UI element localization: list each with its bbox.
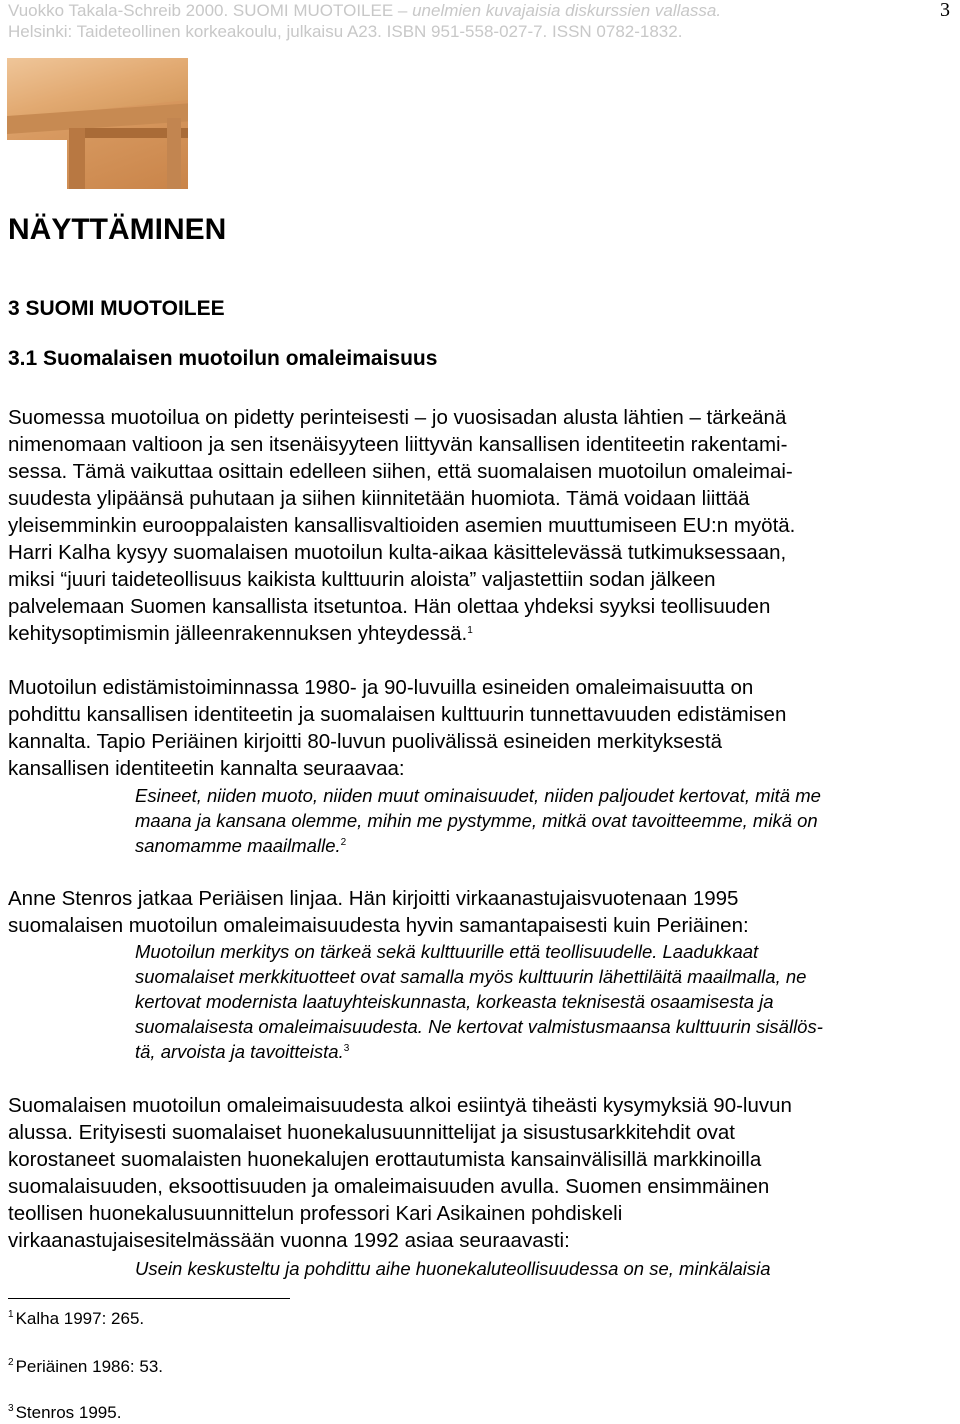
- chair-leg: [69, 128, 85, 189]
- quote-line: Esineet, niiden muoto, niiden muut ominaisuudet, niiden paljoudet kertovat, mitä me: [135, 785, 821, 806]
- paragraph-line: Suomessa muotoilua on pidetty perinteisesti – jo vuosisadan alusta lähtien – tärkeänä: [8, 406, 787, 429]
- footnote-number: 1: [8, 1309, 14, 1320]
- paragraph-2: [8, 674, 953, 782]
- footnote-number: 3: [8, 1403, 14, 1414]
- section-heading: 3.1 Suomalaisen muotoilun omaleimaisuus: [8, 347, 438, 370]
- paragraph-line: [8, 620, 953, 647]
- paragraph-3: [8, 885, 953, 939]
- chair-photo: [7, 58, 188, 189]
- quote-line: Muotoilun merkitys on tärkeä sekä kulttuurille että teollisuudelle. Laadukkaat: [135, 941, 759, 962]
- photo-background: [7, 140, 67, 189]
- paragraph-line: kannalta. Tapio Periäinen kirjoitti 80-luvun puolivälissä esineiden merkityksestä: [8, 730, 723, 753]
- quote-line: Usein keskusteltu ja pohdittu aihe huonekaluteollisuudessa on se, minkälaisia: [135, 1258, 771, 1279]
- header-line-2: Helsinki: Taideteollinen korkeakoulu, julkaisu A23. ISBN 951-558-027-7. ISSN 0782-1832.: [8, 22, 683, 41]
- paragraph-line: suomalaisen muotoilun omaleimaisuudesta hyvin samantapaisesti kuin Periäinen:: [8, 914, 749, 937]
- paragraph-line: suudesta ylipäänsä puhutaan ja siihen kiinnitetään huomiota. Tämä voidaan liittää: [8, 487, 750, 510]
- paragraph-line: Muotoilun edistämistoiminnassa 1980- ja 90-luvuilla esineiden omaleimaisuutta on: [8, 676, 754, 699]
- quote-line-text: tä, arvoista ja tavoitteista.: [135, 1041, 344, 1062]
- header-citation: Vuokko Takala-Schreib 2000. SUOMI MUOTOILEE –: [8, 1, 413, 20]
- paragraph-4: [8, 1092, 953, 1254]
- quote-line: [135, 833, 955, 858]
- page-number: 3: [940, 0, 950, 21]
- paragraph-1: [8, 404, 953, 647]
- block-quote-2: [135, 939, 955, 1064]
- quote-line-text: sanomamme maailmalle.: [135, 835, 341, 856]
- paragraph-line: virkaanastujaisesitelmässään vuonna 1992 asiaa seuraavasti:: [8, 1229, 570, 1252]
- paragraph-line: sessa. Tämä vaikuttaa osittain edelleen siihen, että suomalaisen muotoilun omaleimai-: [8, 460, 793, 483]
- quote-line: suomalaisesta omaleimaisuudesta. Ne kertovat valmistusmaansa kulttuurin sisällös-: [135, 1016, 823, 1037]
- chapter-heading: 3 SUOMI MUOTOILEE: [8, 297, 225, 320]
- header-subtitle: unelmien kuvajaisia diskurssien vallassa.: [412, 1, 722, 20]
- footnote-ref-2[interactable]: 2: [340, 837, 347, 848]
- block-quote-1: [135, 783, 955, 858]
- quote-line: [135, 1039, 955, 1064]
- footnote-text: Stenros 1995.: [15, 1403, 122, 1422]
- paragraph-line-text: kehitysoptimismin jälleenrakennuksen yhteydessä.: [8, 622, 468, 645]
- block-quote-3: [135, 1256, 955, 1281]
- footnote-text: Kalha 1997: 265.: [15, 1309, 145, 1328]
- paragraph-line: palvelemaan Suomen kansallista itsetuntoa. Hän olettaa yhdeksi syyksi teollisuuden: [8, 595, 771, 618]
- quote-line: maana ja kansana olemme, mihin me pystymme, mitkä ovat tavoitteemme, mikä on: [135, 810, 818, 831]
- paragraph-line: nimenomaan valtioon ja sen itsenäisyyteen liittyvän kansallisen identiteetin rakentami-: [8, 433, 788, 456]
- paragraph-line: yleisemminkin eurooppalaisten kansallisvaltioiden asemien muuttumiseen EU:n myötä.: [8, 514, 796, 537]
- paragraph-line: Suomalaisen muotoilun omaleimaisuudesta alkoi esiintyä tiheästi kysymyksiä 90-luvun: [8, 1094, 792, 1117]
- footnote-ref-3[interactable]: 3: [343, 1043, 350, 1054]
- paragraph-line: alussa. Erityisesti suomalaiset huonekalusuunnittelijat ja sisustusarkkitehdit ovat: [8, 1121, 735, 1144]
- header-line-1: [8, 0, 908, 21]
- paragraph-line: kansallisen identiteetin kannalta seuraavaa:: [8, 757, 405, 780]
- paragraph-line: pohdittu kansallisen identiteetin ja suomalaisen kulttuurin tunnettavuuden edistämisen: [8, 703, 787, 726]
- paragraph-line: Harri Kalha kysyy suomalaisen muotoilun kulta-aikaa käsittelevässä tutkimuksessaan,: [8, 541, 787, 564]
- footnote-text: Periäinen 1986: 53.: [15, 1357, 164, 1376]
- paragraph-line: Anne Stenros jatkaa Periäisen linjaa. Hän kirjoitti virkaanastujaisvuotenaan 1995: [8, 887, 739, 910]
- footnote-separator: [8, 1298, 290, 1299]
- paragraph-line: korostaneet suomalaisten huonekalujen erottautumista kansainvälisillä markkinoilla: [8, 1148, 762, 1171]
- chair-leg: [167, 118, 181, 189]
- paragraph-line: teollisen huonekalusuunnittelun professori Kari Asikainen pohdiskeli: [8, 1202, 623, 1225]
- paragraph-line: miksi “juuri taideteollisuus kaikista kulttuurin aloista” valjastettiin sodan jälkeen: [8, 568, 716, 591]
- footnote-1: [8, 1308, 144, 1330]
- main-heading: NÄYTTÄMINEN: [8, 213, 227, 246]
- footnote-number: 2: [8, 1357, 14, 1368]
- footnote-3: [8, 1402, 121, 1424]
- footnote-2: [8, 1356, 163, 1378]
- quote-line: kertovat modernista laatuyhteiskunnasta, korkeasta teknisestä osaamisesta ja: [135, 991, 774, 1012]
- running-header: [8, 0, 908, 42]
- quote-line: suomalaiset merkkituotteet ovat samalla myös kulttuurin lähettiläitä maailmalla, ne: [135, 966, 807, 987]
- footnote-ref-1[interactable]: 1: [467, 625, 473, 636]
- paragraph-line: suomalaisuuden, eksoottisuuden ja omaleimaisuuden avulla. Suomen ensimmäinen: [8, 1175, 770, 1198]
